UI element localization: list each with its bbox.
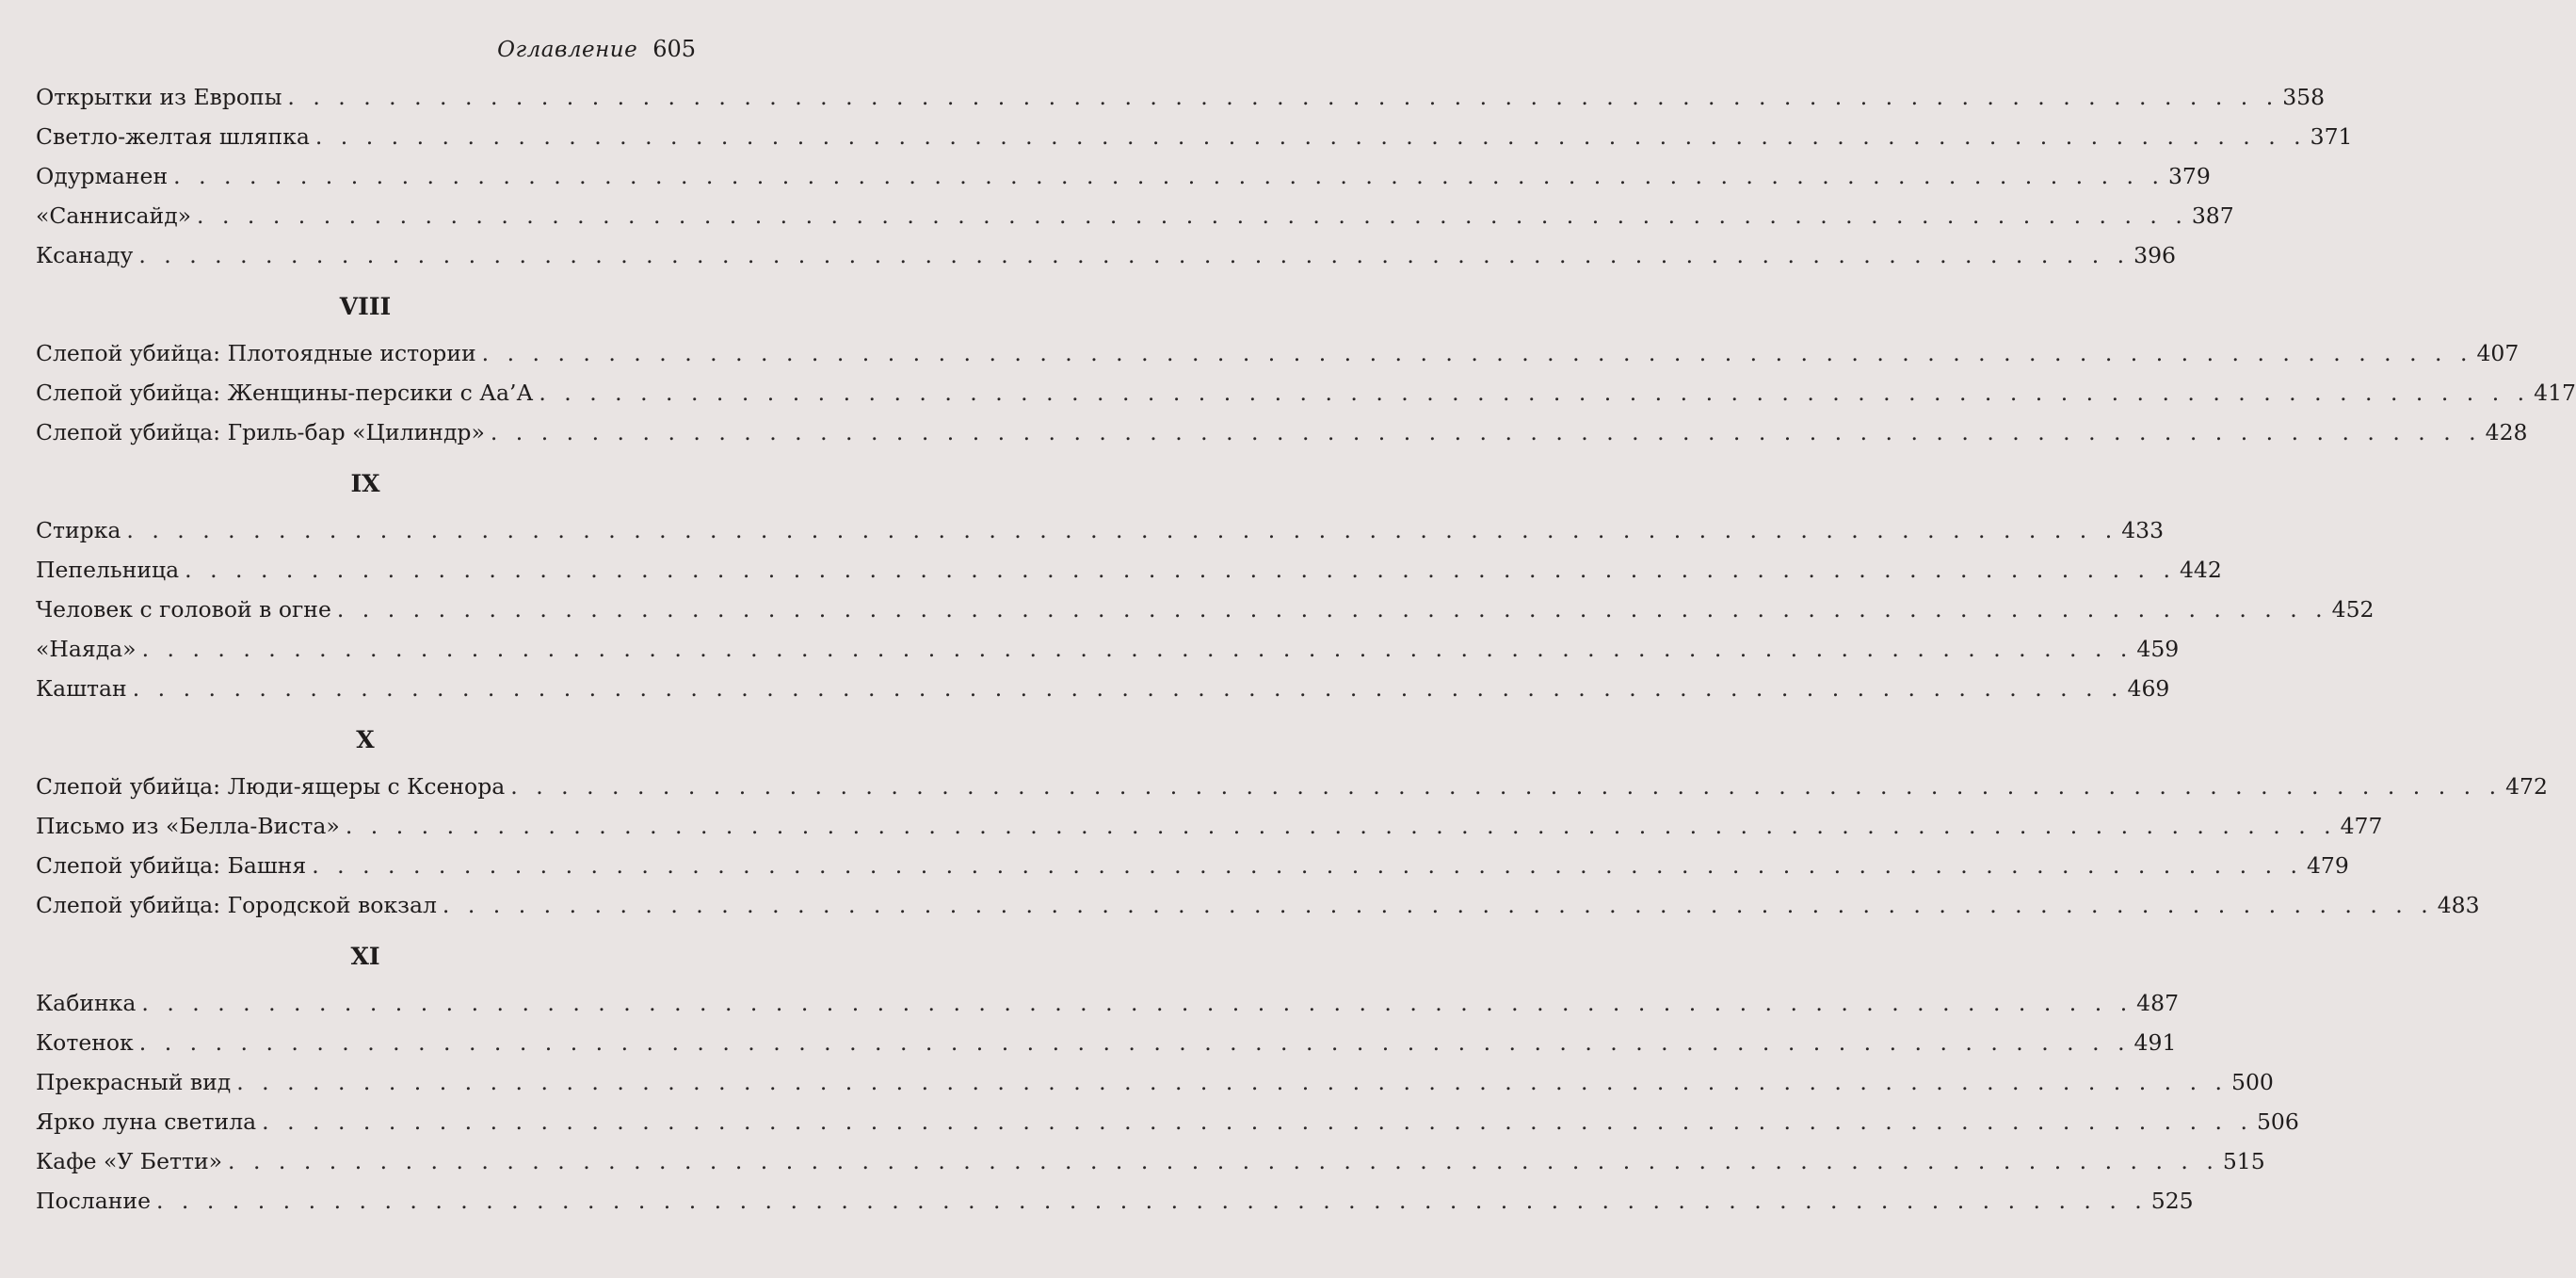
toc-entry[interactable] <box>36 669 2170 708</box>
toc-entry[interactable] <box>36 1062 2274 1102</box>
toc-entry[interactable] <box>36 629 2180 669</box>
toc-entry-page: 379 <box>2167 163 2211 189</box>
toc-entry-title: Кафе «У Бетти» <box>36 1148 223 1174</box>
leader-dots: . . . . . . . . . . . . . . . . . . . . . . . . . . . . . . . . . . . . . . . . . . . . . . . . . . . . . . . . . . . . . . . . . . . . . . . . . . . . . . . <box>228 1148 2219 1174</box>
toc-entry-title: Слепой убийца: Башня <box>36 852 307 879</box>
toc-entry-title: «Саннисайд» <box>36 202 192 229</box>
toc-entry-page: 433 <box>2121 517 2165 543</box>
table-of-contents <box>36 77 2576 1221</box>
toc-entry[interactable] <box>36 413 2528 452</box>
leader-dots: . . . . . . . . . . . . . . . . . . . . . . . . . . . . . . . . . . . . . . . . . . . . . . . . . . . . . . . . . . . . . . . . . . . . . . . . . . . . . . . <box>336 596 2328 623</box>
toc-entry-page: 525 <box>2150 1188 2194 1214</box>
leader-dots: . . . . . . . . . . . . . . . . . . . . . . . . . . . . . . . . . . . . . . . . . . . . . . . . . . . . . . . . . . . . . . . . . . . . . . . . . . . . . . . <box>345 813 2337 839</box>
section-heading: VIII <box>339 293 392 320</box>
toc-entry-title: Слепой убийца: Плотоядные истории <box>36 340 476 366</box>
toc-entry-page: 387 <box>2191 202 2234 229</box>
leader-dots: . . . . . . . . . . . . . . . . . . . . . . . . . . . . . . . . . . . . . . . . . . . . . . . . . . . . . . . . . . . . . . . . . . . . . . . . . . . . . . . <box>312 852 2303 879</box>
toc-entry[interactable] <box>36 1102 2299 1141</box>
toc-entry-title: Слепой убийца: Городской вокзал <box>36 892 437 918</box>
toc-entry-page: 500 <box>2231 1069 2274 1095</box>
leader-dots: . . . . . . . . . . . . . . . . . . . . . . . . . . . . . . . . . . . . . . . . . . . . . . . . . . . . . . . . . . . . . . . . . . . . . . . . . . . . . . . <box>197 202 2188 229</box>
toc-entry-page: 515 <box>2222 1148 2265 1174</box>
toc-entry-title: Открытки из Европы <box>36 84 282 110</box>
leader-dots: . . . . . . . . . . . . . . . . . . . . . . . . . . . . . . . . . . . . . . . . . . . . . . . . . . . . . . . . . . . . . . . . . . . . . . . . . . . . . . . <box>262 1108 2253 1135</box>
toc-entry-title: Стирка <box>36 517 121 543</box>
toc-entry[interactable] <box>36 196 2234 235</box>
toc-entry-title: Ярко луна светила <box>36 1108 257 1135</box>
toc-entry[interactable] <box>36 235 2176 275</box>
leader-dots: . . . . . . . . . . . . . . . . . . . . . . . . . . . . . . . . . . . . . . . . . . . . . . . . . . . . . . . . . . . . . . . . . . . . . . . . . . . . . . . <box>539 380 2531 406</box>
toc-entry-title: Ксанаду <box>36 242 134 268</box>
toc-entry[interactable] <box>36 767 2548 806</box>
toc-entry-page: 459 <box>2136 636 2180 662</box>
toc-entry-title: Человек с головой в огне <box>36 596 331 623</box>
section-heading: XI <box>350 943 380 970</box>
leader-dots: . . . . . . . . . . . . . . . . . . . . . . . . . . . . . . . . . . . . . . . . . . . . . . . . . . . . . . . . . . . . . . . . . . . . . . . . . . . . . . . <box>141 636 2133 662</box>
section-heading: IX <box>350 470 380 497</box>
toc-entry[interactable] <box>36 590 2375 629</box>
leader-dots: . . . . . . . . . . . . . . . . . . . . . . . . . . . . . . . . . . . . . . . . . . . . . . . . . . . . . . . . . . . . . . . . . . . . . . . . . . . . . . . <box>141 990 2133 1016</box>
toc-entry-title: «Наяда» <box>36 636 137 662</box>
leader-dots: . . . . . . . . . . . . . . . . . . . . . . . . . . . . . . . . . . . . . . . . . . . . . . . . . . . . . . . . . . . . . . . . . . . . . . . . . . . . . . . <box>138 242 2131 268</box>
toc-entry-page: 483 <box>2437 892 2480 918</box>
toc-entry-page: 442 <box>2179 557 2222 583</box>
running-header <box>497 36 696 62</box>
leader-dots: . . . . . . . . . . . . . . . . . . . . . . . . . . . . . . . . . . . . . . . . . . . . . . . . . . . . . . . . . . . . . . . . . . . . . . . . . . . . . . . <box>442 892 2434 918</box>
header-title: Оглавление <box>497 38 638 62</box>
toc-entry-title: Слепой убийца: Люди-ящеры с Ксенора <box>36 773 506 800</box>
leader-dots: . . . . . . . . . . . . . . . . . . . . . . . . . . . . . . . . . . . . . . . . . . . . . . . . . . . . . . . . . . . . . . . . . . . . . . . . . . . . . . . <box>490 419 2482 445</box>
toc-entry-title: Послание <box>36 1188 151 1214</box>
toc-entry-page: 469 <box>2127 675 2170 702</box>
toc-entry[interactable] <box>36 885 2480 925</box>
toc-entry-page: 472 <box>2505 773 2548 800</box>
toc-entry-title: Прекрасный вид <box>36 1069 232 1095</box>
toc-entry-title: Слепой убийца: Гриль-бар «Цилиндр» <box>36 419 485 445</box>
toc-entry-page: 407 <box>2476 340 2520 366</box>
toc-entry[interactable] <box>36 1141 2265 1181</box>
toc-entry-page: 452 <box>2331 596 2375 623</box>
toc-entry-page: 428 <box>2485 419 2528 445</box>
toc-entry-title: Пепельница <box>36 557 180 583</box>
toc-entry-title: Котенок <box>36 1029 134 1056</box>
toc-entry-page: 417 <box>2534 380 2576 406</box>
leader-dots: . . . . . . . . . . . . . . . . . . . . . . . . . . . . . . . . . . . . . . . . . . . . . . . . . . . . . . . . . . . . . . . . . . . . . . . . . . . . . . . <box>236 1069 2229 1095</box>
leader-dots: . . . . . . . . . . . . . . . . . . . . . . . . . . . . . . . . . . . . . . . . . . . . . . . . . . . . . . . . . . . . . . . . . . . . . . . . . . . . . . . <box>287 84 2279 110</box>
toc-entry-title: Кабинка <box>36 990 137 1016</box>
toc-entry-page: 396 <box>2133 242 2176 268</box>
toc-entry[interactable] <box>36 846 2349 885</box>
toc-entry-title: Каштан <box>36 675 127 702</box>
toc-entry-page: 487 <box>2136 990 2180 1016</box>
leader-dots: . . . . . . . . . . . . . . . . . . . . . . . . . . . . . . . . . . . . . . . . . . . . . . . . . . . . . . . . . . . . . . . . . . . . . . . . . . . . . . . <box>185 557 2176 583</box>
toc-entry[interactable] <box>36 806 2383 846</box>
toc-entry-page: 491 <box>2133 1029 2177 1056</box>
leader-dots: . . . . . . . . . . . . . . . . . . . . . . . . . . . . . . . . . . . . . . . . . . . . . . . . . . . . . . . . . . . . . . . . . . . . . . . . . . . . . . . <box>314 123 2307 150</box>
toc-entry-title: Светло-желтая шляпка <box>36 123 310 150</box>
toc-entry-page: 371 <box>2310 123 2353 150</box>
toc-entry[interactable] <box>36 510 2165 550</box>
toc-entry[interactable] <box>36 1181 2194 1221</box>
leader-dots: . . . . . . . . . . . . . . . . . . . . . . . . . . . . . . . . . . . . . . . . . . . . . . . . . . . . . . . . . . . . . . . . . . . . . . . . . . . . . . . <box>155 1188 2148 1214</box>
toc-entry[interactable] <box>36 333 2520 373</box>
leader-dots: . . . . . . . . . . . . . . . . . . . . . . . . . . . . . . . . . . . . . . . . . . . . . . . . . . . . . . . . . . . . . . . . . . . . . . . . . . . . . . . <box>173 163 2165 189</box>
toc-entry[interactable] <box>36 983 2180 1023</box>
leader-dots: . . . . . . . . . . . . . . . . . . . . . . . . . . . . . . . . . . . . . . . . . . . . . . . . . . . . . . . . . . . . . . . . . . . . . . . . . . . . . . . <box>481 340 2473 366</box>
toc-entry-title: Письмо из «Белла-Виста» <box>36 813 340 839</box>
toc-entry[interactable] <box>36 373 2576 413</box>
toc-entry-page: 477 <box>2340 813 2383 839</box>
section-heading: X <box>356 726 375 753</box>
toc-entry[interactable] <box>36 117 2353 156</box>
toc-entry[interactable] <box>36 156 2211 196</box>
toc-entry[interactable] <box>36 77 2326 117</box>
leader-dots: . . . . . . . . . . . . . . . . . . . . . . . . . . . . . . . . . . . . . . . . . . . . . . . . . . . . . . . . . . . . . . . . . . . . . . . . . . . . . . . <box>510 773 2503 800</box>
toc-entry-title: Слепой убийца: Женщины-персики с Аа’А <box>36 380 534 406</box>
leader-dots: . . . . . . . . . . . . . . . . . . . . . . . . . . . . . . . . . . . . . . . . . . . . . . . . . . . . . . . . . . . . . . . . . . . . . . . . . . . . . . . <box>132 675 2124 702</box>
header-page-number: 605 <box>652 36 696 62</box>
leader-dots: . . . . . . . . . . . . . . . . . . . . . . . . . . . . . . . . . . . . . . . . . . . . . . . . . . . . . . . . . . . . . . . . . . . . . . . . . . . . . . . <box>126 517 2118 543</box>
toc-entry-page: 506 <box>2256 1108 2299 1135</box>
toc-entry[interactable] <box>36 1023 2177 1062</box>
toc-entry-page: 358 <box>2282 84 2326 110</box>
toc-entry[interactable] <box>36 550 2222 590</box>
toc-entry-title: Одурманен <box>36 163 169 189</box>
toc-entry-page: 479 <box>2306 852 2349 879</box>
leader-dots: . . . . . . . . . . . . . . . . . . . . . . . . . . . . . . . . . . . . . . . . . . . . . . . . . . . . . . . . . . . . . . . . . . . . . . . . . . . . . . . <box>138 1029 2131 1056</box>
